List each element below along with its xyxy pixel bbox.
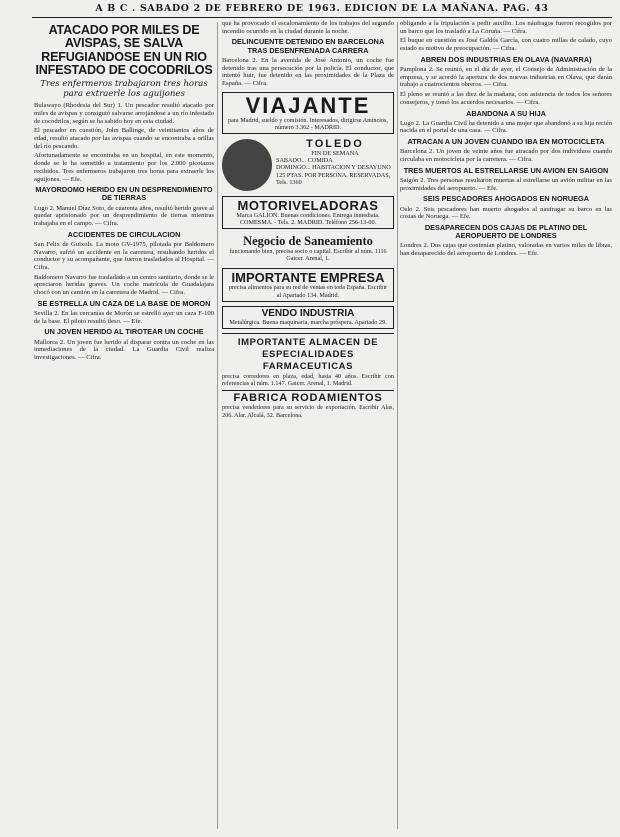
ad-almacen [222, 333, 394, 387]
ad-toledo [222, 139, 394, 191]
article-paragraph: Barcelona 2. Un joven de veinte años fue atracado por dos individuos cuando circulaba en motocicleta por la carretera. — Cifra. [400, 148, 612, 164]
article-headline: DESAPARECEN DOS CAJAS DE PLATINO DEL AEROPUERTO DE LONDRES [424, 222, 588, 241]
article-paragraph: San Felix de Guixols. La moto GV-1975, pilotada por Baldomero Navarro, sufrió un accidente en la carretera, resultando heridos el conductor y su acompañante, que fueron trasladados al Hospital. — Cifra. [34, 240, 214, 272]
ad-viajante [222, 92, 394, 134]
ad-text: funcionando bien, precisa socio o capital. Escribir al núm. 1116 Gaicer. Arenal, 1. [229, 247, 387, 263]
article-paragraph: Sevilla 2. En las cercanías de Morón se estrelló ayer un caza F-100 de la base. El piloto resultó ileso. — Efe. [34, 310, 214, 325]
column-left [34, 20, 214, 833]
article-paragraph: Baldomero Navarro fue trasladado a un centro sanitario, donde se le apreciaron heridas graves. Un coche matrícula de Guadalajara chocó con un camión en la carretera de Madrid. — Cifra. [34, 273, 214, 297]
article-headline: SEIS PESCADORES AHOGADOS EN NORUEGA [423, 194, 589, 204]
article-headline: ATRACAN A UN JOVEN CUANDO IBA EN MOTOCICLETA [407, 137, 605, 147]
ad-text: FIN DE SEMANA [311, 150, 359, 158]
ad-title: VIAJANTE [245, 92, 371, 118]
ad-text: Marca GALION. Buenas condiciones. Entrega inmediata. COMESMA. - Tels. 2. MADRID. Teléfono 256-13-00. [236, 212, 380, 227]
article-headline: ABANDONA A SU HIJA [466, 108, 546, 118]
column-middle [222, 20, 394, 833]
subheadline: Tres enfermeros trabajaron tres horas para extraerle los aguijones [40, 79, 208, 100]
ad-motoniveladoras [222, 196, 394, 229]
article-headline: UN JOVEN HERIDO AL TIROTEAR UN COCHE [44, 327, 204, 337]
article-headline: MAYORDOMO HERIDO EN UN DESPRENDIMIENTO DE TIERRAS [35, 185, 213, 203]
ad-title: FABRICA RODAMIENTOS [233, 392, 383, 405]
article-paragraph: Lugo 2. La Guardia Civil ha detenido a una mujer que abandonó a su hija recién nacida en el portal de una casa. — Cifra. [400, 119, 612, 135]
ad-negocio [222, 233, 394, 264]
article-paragraph: obligando a la tripulación a pedir auxilio. Los náufragos fueron recogidos por un barco que los trasladó a La Coruña. — Cifra. [400, 20, 612, 35]
article-paragraph: El pescador en cuestión, John Ballinge, de veintitantos años de edad, resultó atacado por las avispas cuando se encontraba a orillas del río pescando. [34, 127, 214, 150]
article-paragraph: Mallorca 2. Un joven fue herido al disparar contra un coche en las inmediaciones de la ciudad. La Guardia Civil realiza investigaciones. — Cifra. [34, 338, 214, 362]
article-paragraph: El pleno se reunió a las diez de la mañana, con asistencia de todos los señores consejeros, y tomó los acuerdos necesarios. — Cifra. [400, 91, 612, 106]
ad-title: MOTORIVELADORAS [237, 198, 379, 214]
ad-text: DOMINGO... HABITACION Y DESAYUNO [276, 164, 391, 172]
article-paragraph: Bulawayo (Rhodesia del Sur) 1. Un pescador resultó atacado por miles de avispas y consiguió salvarse arrojándose a un río infestado de cocodrilos, según se ha sabido hoy en esta ciudad. [34, 102, 214, 125]
ad-title: IMPORTANTE ALMACEN DE ESPECIALIDADES FARMACEUTICAS [237, 336, 379, 372]
article-headline: SE ESTRELLA UN CAZA DE LA BASE DE MORON [37, 298, 211, 308]
ad-title: IMPORTANTE EMPRESA [231, 270, 385, 286]
article-headline: ABREN DOS INDUSTRIAS EN OLAVA (NAVARRA) [420, 54, 592, 64]
ad-vendo-industria [222, 306, 394, 329]
column-right [400, 20, 612, 833]
ad-text: precisa alimentos para su red de ventas en toda España. Escribir al Apartado 134. Madrid. [228, 284, 388, 299]
coat-of-arms-icon [222, 139, 272, 191]
article-headline: ACCIDENTES DE CIRCULACION [67, 229, 181, 239]
article-headline: DELINCUENTE DETENIDO EN BARCELONA TRAS DESENFRENADA CARRERA [231, 37, 385, 55]
ad-text: Metalúrgica. Buena maquinaria, marcha próspera. Apartado 29. [229, 318, 387, 326]
ad-empresa [222, 268, 394, 301]
ad-title: VENDO INDUSTRIA [261, 307, 355, 319]
ad-text: precisa vendedores para su servicio de exportación. Escribir Alas, 206. Alar. Alcalá, 32. Barcelona. [222, 404, 394, 419]
article-paragraph: Oslo 2. Seis pescadores han muerto ahogados al naufragar su barco en las costas de Noruega. — Efe. [400, 205, 612, 221]
article-paragraph: Pamplona 2. Se reunió, en el día de ayer, el Consejo de Administración de la empresa, y se acordó la apertura de dos nuevas industrias en Olava, que darán trabajo a cuatrocientos obreros. — Cifra. [400, 66, 612, 89]
ad-text: 125 PTAS. POR PERSONA. RESERVADAS, Tels. 1360 [276, 171, 391, 186]
article-paragraph: Lugo 2. Manuel Díaz Soto, de cuarenta años, resultó herido grave al quedar aprisionado por un desprendimiento de tierras mientras trabajaba en el campo. — Cifra. [34, 204, 214, 228]
ad-text: para Madrid, sueldo y comisión. Interesados, dirigirse Anuncios, número 3.362 - MADRID. [228, 116, 388, 131]
ad-text: SABADO... COMIDA [276, 157, 333, 165]
article-paragraph: Londres 2. Dos cajas que contenían platino, valoradas en varios miles de libras, han desaparecido del aeropuerto de Londres. — Efe. [400, 242, 612, 258]
ad-title: Negocio de Saneamiento [243, 234, 373, 249]
column-rule [217, 22, 218, 829]
ad-rodamientos [222, 390, 394, 418]
ad-text: precisa corredores en plaza, edad, hasta 40 años. Escribir con referencias al núm. 1.147. Gaicer. Arenal, 1. Madrid. [222, 372, 394, 388]
ad-title: TOLEDO [306, 138, 364, 151]
article-paragraph: El buque en cuestión es José Galdós García, con cuatro millas de calado, cuyo estado es motivo de preocupación. — Cifra. [400, 37, 612, 53]
article-paragraph: que ha provocado el escalonamiento de los trabajos del segundo incendio ocurrido en la ciudad durante la noche. [222, 20, 394, 35]
article-paragraph: Afortunadamente se encontraba en un hospital, en este momento, donde se le ha sometido a tratamiento por los 2.000 picotazos recibidos. Tres enfermeros trabajaron tres horas para extraerle los aguijones. — Efe. [34, 152, 214, 183]
article-paragraph: Barcelona 2. En la avenida de José Antonio, un coche fue detenido tras una persecución por la policía. El conductor, que intentó huir, fue detenido en las proximidades de la Plaza de España. — Cifra. [222, 56, 394, 87]
article-headline: TRES MUERTOS AL ESTRELLARSE UN AVION EN SAIGON [403, 165, 609, 175]
article-paragraph: Saigón 2. Tres personas resultaron muertas al estrellarse un avión militar en las proximidades del aeropuerto. — Efe. [400, 176, 612, 192]
page-header: A B C . SABADO 2 DE FEBRERO DE 1963. EDICION DE LA MAÑANA. PAG. 43 [32, 2, 612, 18]
column-rule [397, 22, 398, 829]
headline: ATACADO POR MILES DE AVISPAS, SE SALVA REFUGIANDOSE EN UN RIO INFESTADO DE COCODRILOS [35, 23, 213, 77]
